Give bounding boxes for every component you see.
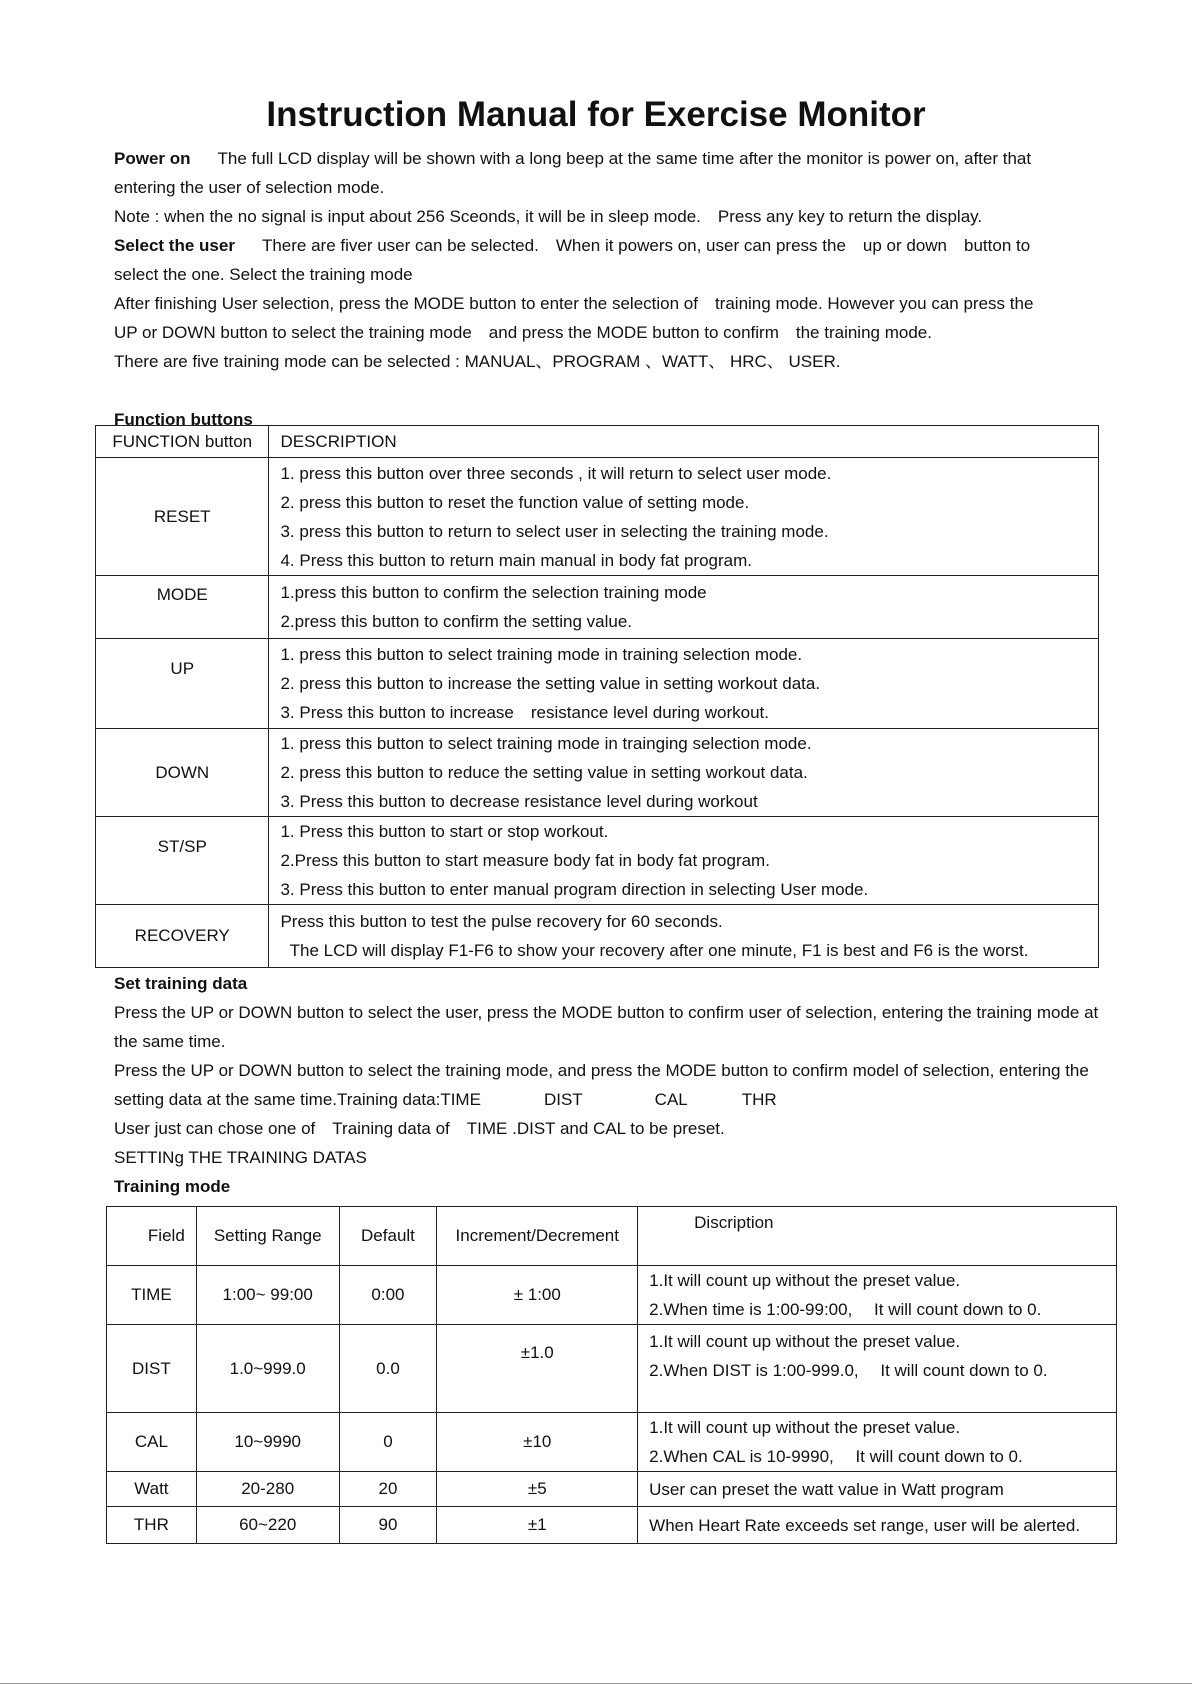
table-row xyxy=(107,1266,1117,1325)
button-description xyxy=(269,458,1099,576)
table-row xyxy=(96,905,1099,968)
description-line: 3. Press this button to enter manual program direction in selecting User mode. xyxy=(280,880,869,899)
button-name-st-sp: ST/SP xyxy=(96,817,269,905)
button-name-mode: MODE xyxy=(96,576,269,639)
description-cell xyxy=(638,1413,1117,1472)
increment-cell: ± 1:00 xyxy=(437,1266,638,1325)
column-header-button: FUNCTION button xyxy=(96,426,269,458)
description-line: 2. press this button to reduce the setting value in setting workout data. xyxy=(280,763,808,782)
button-name-up: UP xyxy=(96,639,269,729)
description-line: User can preset the watt value in Watt program xyxy=(649,1479,1004,1499)
after-selection-line-2: UP or DOWN button to select the training mode and press the MODE button to confirm the training mode. xyxy=(114,323,932,342)
description-line: 1.press this button to confirm the selection training mode xyxy=(280,583,707,602)
field-cell: THR xyxy=(107,1507,197,1544)
table-header-row xyxy=(96,426,1099,458)
table-row xyxy=(96,458,1099,576)
table-row xyxy=(107,1413,1117,1472)
select-user-label: Select the user xyxy=(114,236,235,255)
default-cell: 0.0 xyxy=(339,1325,437,1413)
button-description xyxy=(269,817,1099,905)
increment-cell: ±1.0 xyxy=(437,1325,638,1413)
description-line: 2.When DIST is 1:00-999.0, It will count down to 0. xyxy=(649,1361,1048,1380)
description-line: 3. Press this button to decrease resistance level during workout xyxy=(280,792,758,811)
default-cell: 90 xyxy=(339,1507,437,1544)
set-training-line-4 xyxy=(114,1089,777,1111)
button-name-down: DOWN xyxy=(96,729,269,817)
training-data-cal: CAL xyxy=(654,1090,688,1109)
button-name-reset: RESET xyxy=(96,458,269,576)
button-name-recovery: RECOVERY xyxy=(96,905,269,968)
button-description xyxy=(269,729,1099,817)
description-line: 1. press this button to select training mode in training selection mode. xyxy=(280,645,803,664)
training-data-prefix: setting data at the same time.Training data:TIME xyxy=(114,1090,481,1109)
power-on-continuation: entering the user of selection mode. xyxy=(114,178,385,197)
power-on-paragraph xyxy=(114,148,1031,170)
description-line: Press this button to test the pulse recovery for 60 seconds. xyxy=(280,912,723,931)
table-row xyxy=(107,1507,1117,1544)
description-line: 3. Press this button to increase resistance level during workout. xyxy=(280,703,769,722)
increment-cell: ±10 xyxy=(437,1413,638,1472)
table-row xyxy=(107,1325,1117,1413)
description-cell xyxy=(638,1325,1117,1413)
description-line: 1. press this button to select training mode in trainging selection mode. xyxy=(280,734,812,753)
default-cell: 20 xyxy=(339,1472,437,1507)
training-data-dist: DIST xyxy=(543,1090,583,1109)
default-cell: 0 xyxy=(339,1413,437,1472)
power-on-label: Power on xyxy=(114,149,191,168)
increment-cell: ±1 xyxy=(437,1507,638,1544)
five-modes-line: There are five training mode can be selected : MANUAL、PROGRAM 、WATT、 HRC、 USER. xyxy=(114,352,841,371)
column-header-increment: Increment/Decrement xyxy=(437,1207,638,1266)
table-row xyxy=(107,1472,1117,1507)
description-line: 1. press this button over three seconds , it will return to select user mode. xyxy=(280,463,832,483)
field-cell: CAL xyxy=(107,1413,197,1472)
button-description xyxy=(269,639,1099,729)
button-description xyxy=(269,905,1099,968)
column-header-description: Discription xyxy=(638,1207,1117,1266)
select-user-text: There are fiver user can be selected. When it powers on, user can press the up or down button to xyxy=(261,236,1031,255)
description-cell xyxy=(638,1472,1117,1507)
range-cell: 10~9990 xyxy=(196,1413,339,1472)
increment-cell: ±5 xyxy=(437,1472,638,1507)
column-header-description: DESCRIPTION xyxy=(269,426,1099,458)
field-cell: DIST xyxy=(107,1325,197,1413)
description-line: 1.It will count up without the preset value. xyxy=(649,1271,961,1290)
description-line: 1.It will count up without the preset value. xyxy=(649,1332,961,1351)
range-cell: 1.0~999.0 xyxy=(196,1325,339,1413)
table-row xyxy=(96,639,1099,729)
set-training-line-3: Press the UP or DOWN button to select the training mode, and press the MODE button to confirm model of selection, entering the xyxy=(114,1061,1089,1080)
range-cell: 60~220 xyxy=(196,1507,339,1544)
function-buttons-heading: Function buttons xyxy=(114,410,253,429)
function-buttons-table xyxy=(95,425,1099,968)
table-header-row xyxy=(107,1207,1117,1266)
select-user-continuation: select the one. Select the training mode xyxy=(114,265,413,284)
set-training-line-1: Press the UP or DOWN button to select the user, press the MODE button to confirm user of selection, entering the training mode at xyxy=(114,1003,1099,1022)
column-header-range: Setting Range xyxy=(196,1207,339,1266)
default-cell: 0:00 xyxy=(339,1266,437,1325)
table-row xyxy=(96,817,1099,905)
page-bottom-divider xyxy=(0,1683,1192,1684)
description-line: 2. press this button to reset the function value of setting mode. xyxy=(280,492,750,512)
description-line: 1.It will count up without the preset value. xyxy=(649,1418,961,1437)
description-line: 4. Press this button to return main manual in body fat program. xyxy=(280,550,752,570)
table-row xyxy=(96,576,1099,639)
description-line: 3. press this button to return to select user in selecting the training mode. xyxy=(280,521,829,541)
description-line: 2.When time is 1:00-99:00, It will count down to 0. xyxy=(649,1300,1042,1319)
preset-note: User just can chose one of Training data of TIME .DIST and CAL to be preset. xyxy=(114,1119,725,1138)
button-description xyxy=(269,576,1099,639)
column-header-field: Field xyxy=(107,1207,197,1266)
range-cell: 1:00~ 99:00 xyxy=(196,1266,339,1325)
description-line: 2.When CAL is 10-9990, It will count down to 0. xyxy=(649,1447,1023,1466)
set-training-line-2: the same time. xyxy=(114,1032,226,1051)
setting-data-heading: SETTINg THE TRAINING DATAS xyxy=(114,1148,367,1167)
table-row xyxy=(96,729,1099,817)
field-cell: TIME xyxy=(107,1266,197,1325)
range-cell: 20-280 xyxy=(196,1472,339,1507)
training-mode-table xyxy=(106,1206,1117,1544)
select-user-paragraph xyxy=(114,235,1030,257)
set-training-heading: Set training data xyxy=(114,974,248,993)
after-selection-line-1: After finishing User selection, press the MODE button to enter the selection of training mode. However you can press the xyxy=(114,294,1034,313)
description-line: 2.Press this button to start measure body fat in body fat program. xyxy=(280,851,770,870)
page-title: Instruction Manual for Exercise Monitor xyxy=(266,95,926,134)
description-line: 1. Press this button to start or stop workout. xyxy=(280,822,609,841)
description-line: 2. press this button to increase the setting value in setting workout data. xyxy=(280,674,821,693)
description-cell xyxy=(638,1266,1117,1325)
description-cell xyxy=(638,1507,1117,1544)
description-line: The LCD will display F1-F6 to show your recovery after one minute, F1 is best and F6 is the worst. xyxy=(280,941,1029,960)
power-on-text: The full LCD display will be shown with a long beep at the same time after the monitor is power on, after that xyxy=(217,149,1032,168)
column-header-default: Default xyxy=(339,1207,437,1266)
training-mode-heading: Training mode xyxy=(114,1177,231,1196)
field-cell: Watt xyxy=(107,1472,197,1507)
description-line: When Heart Rate exceeds set range, user will be alerted. xyxy=(649,1515,1081,1535)
training-data-thr: THR xyxy=(741,1090,777,1109)
sleep-note: Note : when the no signal is input about 256 Sceonds, it will be in sleep mode. Press any key to return the display. xyxy=(114,207,983,226)
description-line: 2.press this button to confirm the setting value. xyxy=(280,612,632,631)
